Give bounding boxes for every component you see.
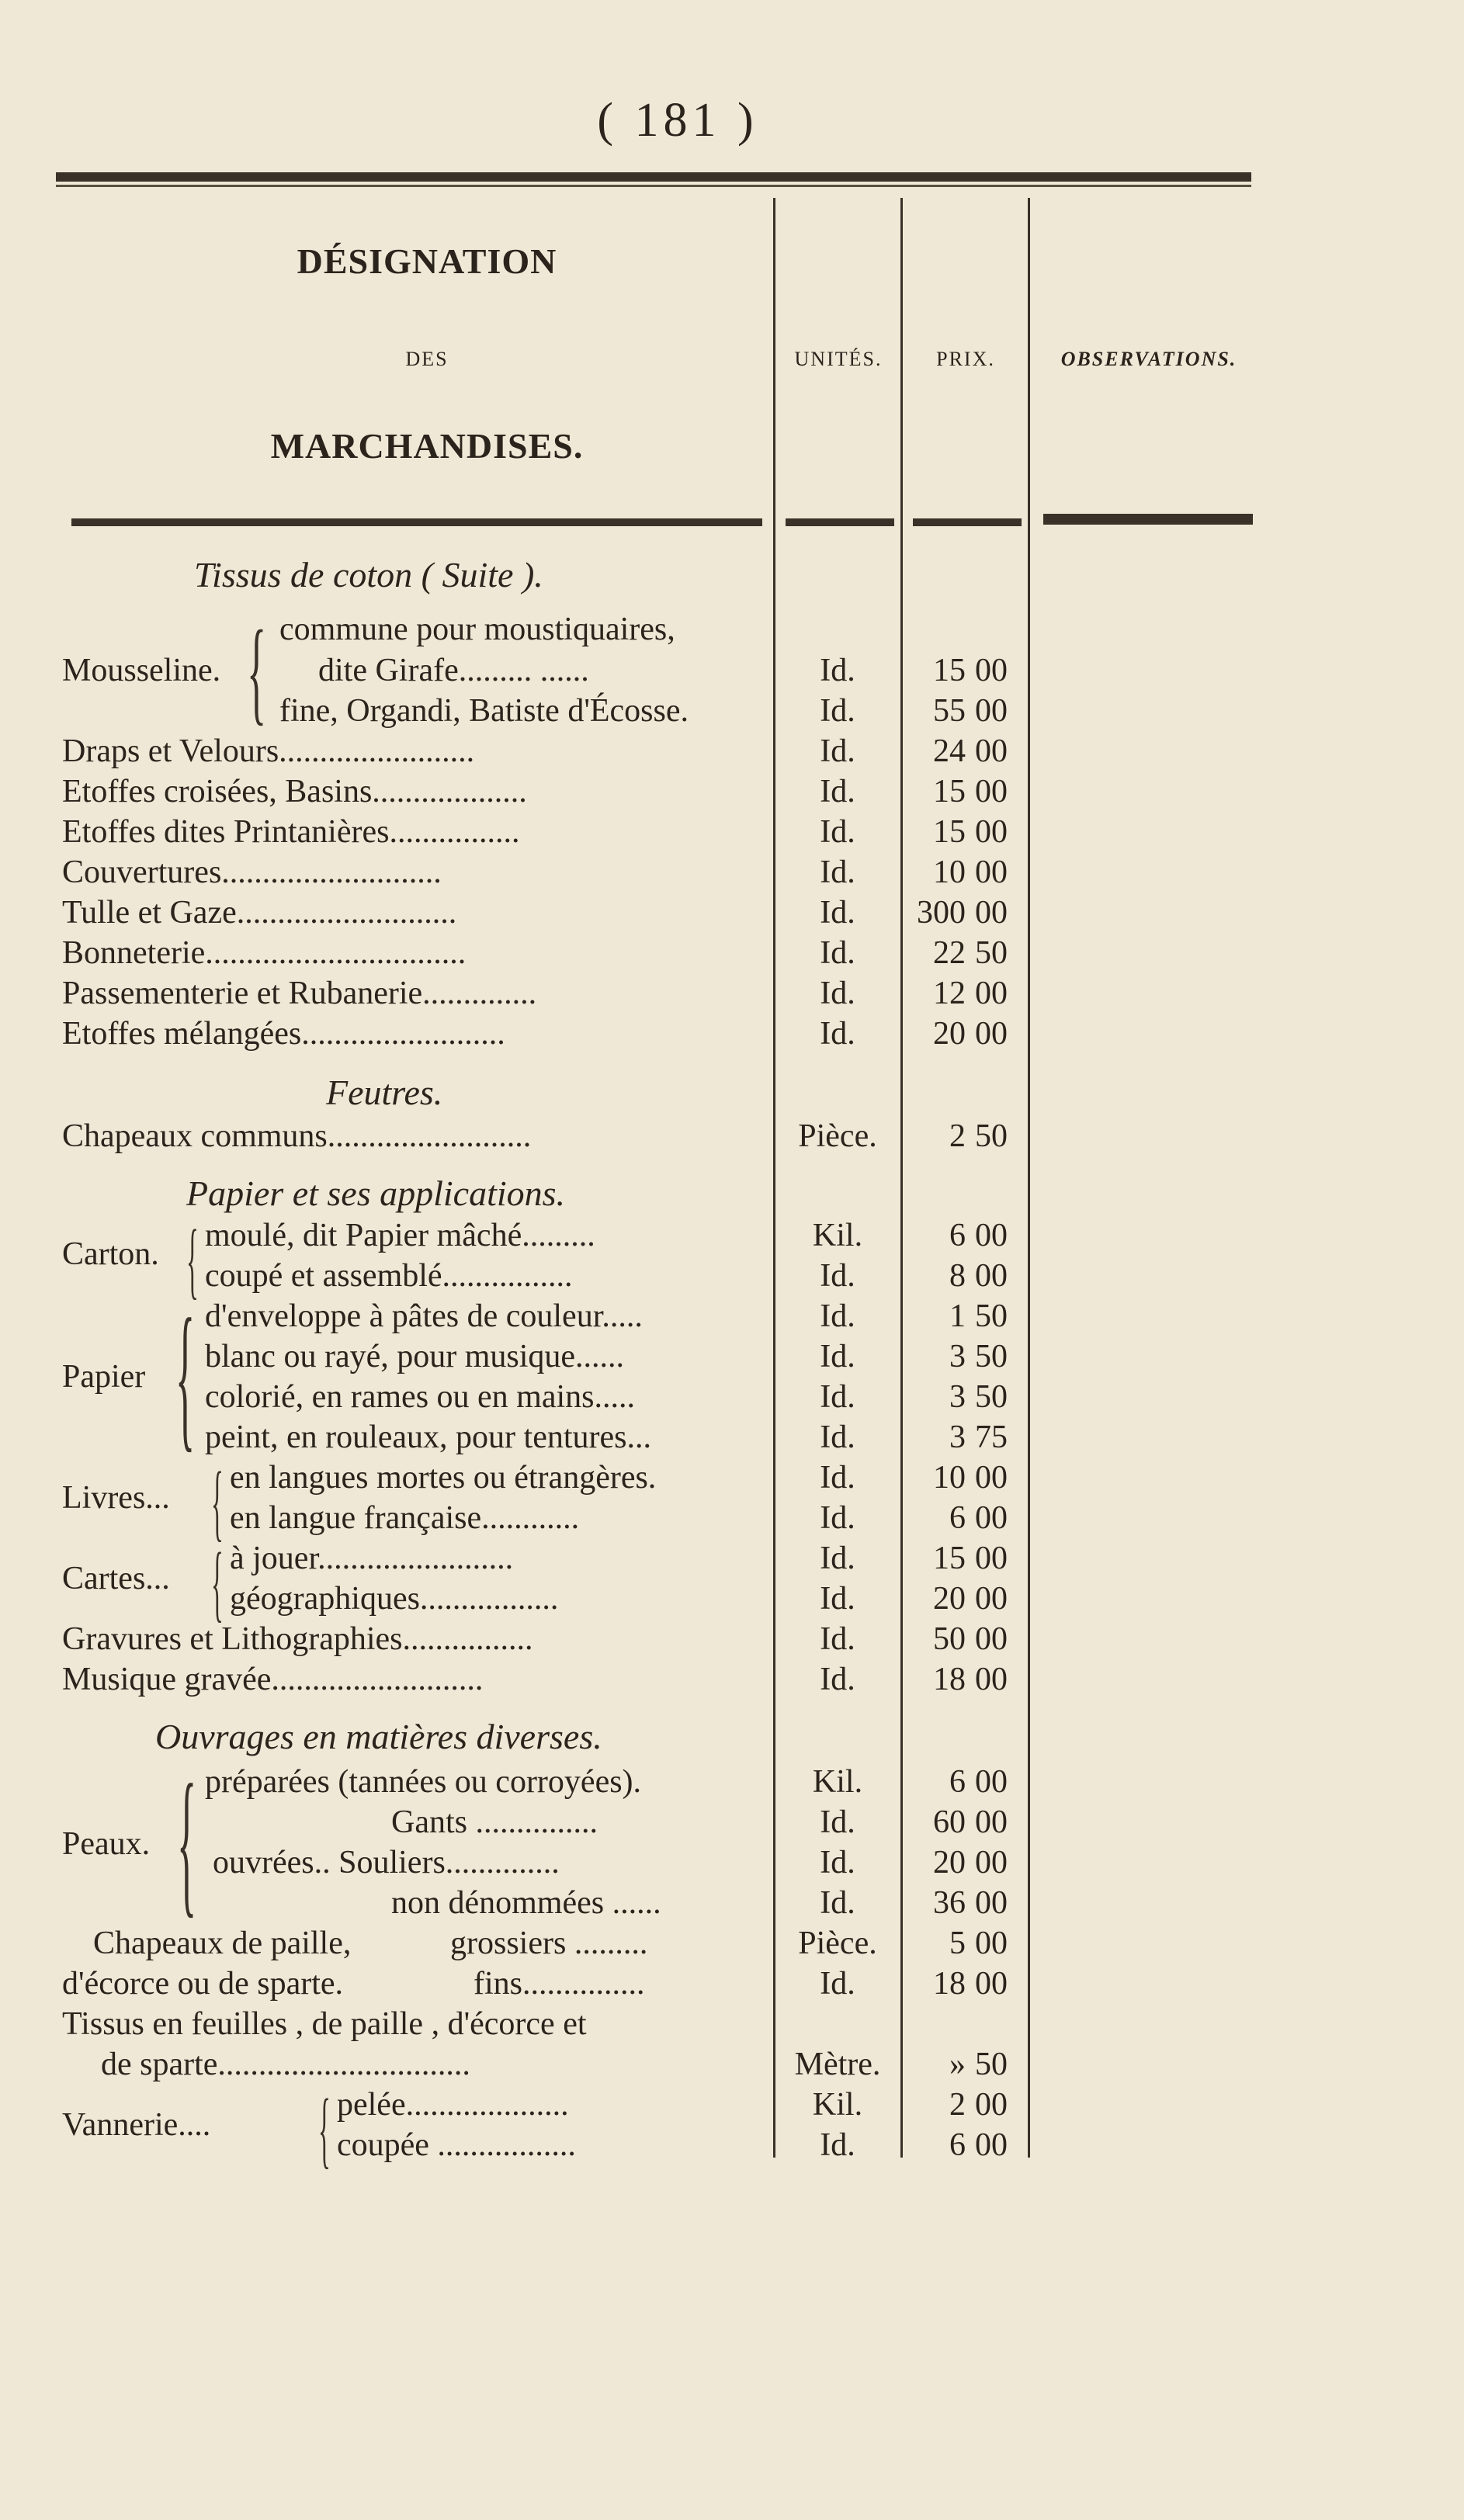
row-price-cents: 00	[975, 976, 1008, 1011]
row-price-cents: 00	[975, 1885, 1008, 1921]
top-rule	[56, 172, 1251, 182]
row-unit: Id.	[820, 935, 855, 971]
row-unit: Id.	[820, 854, 855, 890]
row-price-cents: 00	[975, 1804, 1008, 1840]
row-unit: Kil.	[812, 2087, 863, 2123]
row-label-peaux: Peaux.	[62, 1826, 151, 1862]
row-unit: Id.	[820, 733, 855, 769]
header-designation: DÉSIGNATION	[297, 241, 557, 281]
row-price-cents: 00	[975, 1662, 1008, 1697]
header-des: DES	[405, 348, 449, 370]
row-price-units: 6	[949, 1764, 966, 1800]
top-rule-thin	[56, 185, 1251, 187]
row-unit: Id.	[820, 895, 855, 931]
row-unit: Id.	[820, 1258, 855, 1294]
header-bar-observations	[1043, 514, 1253, 525]
section-title-ouvrages: Ouvrages en matières diverses.	[155, 1717, 602, 1756]
row-label-carton: Carton.	[62, 1236, 159, 1272]
row-label: Draps et Velours........................	[62, 733, 475, 769]
row-price-cents: 00	[975, 1926, 1008, 1961]
row-price-units: 15	[933, 1541, 966, 1576]
row-price-units: 3	[949, 1339, 966, 1374]
row-price-units: 15	[933, 774, 966, 809]
column-divider-price	[900, 198, 903, 2158]
row-label: Chapeaux de paille,	[93, 1926, 352, 1961]
header-marchandises: MARCHANDISES.	[270, 426, 584, 466]
row-sub: colorié, en rames ou en mains.....	[205, 1379, 635, 1415]
row-unit: Id.	[820, 1379, 855, 1415]
row-price-cents: 00	[975, 1845, 1008, 1880]
row-price-cents: 00	[975, 2127, 1008, 2163]
row-unit: Id.	[820, 1298, 855, 1334]
brace-livres: {	[211, 1454, 224, 1549]
brace-cartes: {	[211, 1535, 224, 1630]
row-price-units: 22	[933, 935, 966, 971]
row-label: Chapeaux communs.........................	[62, 1118, 532, 1154]
row-price-cents: 00	[975, 1258, 1008, 1294]
row-price-units: 8	[949, 1258, 966, 1294]
brace-mousseline: {	[247, 607, 267, 736]
row-price-cents: 00	[975, 1621, 1008, 1657]
header-bar-units	[786, 518, 894, 526]
row-unit: Id.	[820, 1885, 855, 1921]
row-sub: à jouer........................	[230, 1541, 514, 1576]
row-price-cents: 00	[975, 774, 1008, 809]
row-label: Etoffes mélangées.........................	[62, 1016, 505, 1052]
row-unit: Id.	[820, 774, 855, 809]
row-label: Etoffes dites Printanières................	[62, 814, 520, 850]
header-price: PRIX.	[936, 348, 995, 370]
row-price-units: 3	[949, 1379, 966, 1415]
row-price-units: 300	[917, 895, 966, 931]
row-unit: Id.	[820, 1804, 855, 1840]
row-label-vannerie: Vannerie....	[62, 2107, 211, 2143]
row-price-units: 15	[933, 653, 966, 688]
row-unit: Id.	[820, 1541, 855, 1576]
row-price-cents: 50	[975, 1339, 1008, 1374]
row-price-units: 10	[933, 854, 966, 890]
header-bar-price	[913, 518, 1022, 526]
row-unit: Id.	[820, 653, 855, 688]
row-unit: Id.	[820, 976, 855, 1011]
row-price-units: 1	[949, 1298, 966, 1334]
row-sub: non dénommées ......	[391, 1885, 661, 1921]
row-price-units: 15	[933, 814, 966, 850]
row-unit: Id.	[820, 693, 855, 729]
row-unit: Id.	[820, 1339, 855, 1374]
row-price-units: 6	[949, 2127, 966, 2163]
row-sub: d'enveloppe à pâtes de couleur.....	[205, 1298, 643, 1334]
row-price-cents: 00	[975, 1764, 1008, 1800]
header-bar-designation	[71, 518, 762, 526]
header-units: UNITÉS.	[794, 348, 883, 370]
row-price-cents: 50	[975, 1118, 1008, 1154]
page-number: ( 181 )	[597, 94, 758, 147]
row-unit: Id.	[820, 1500, 855, 1536]
row-unit: Id.	[820, 1845, 855, 1880]
row-sub: coupée .................	[337, 2127, 576, 2163]
row-price-cents: 00	[975, 733, 1008, 769]
row-price-units: 2	[949, 1118, 966, 1154]
row-unit: Kil.	[812, 1764, 863, 1800]
row-price-cents: 50	[975, 2047, 1008, 2082]
row-price-cents: 00	[975, 2087, 1008, 2123]
row-unit: Mètre.	[794, 2047, 881, 2082]
row-sub: grossiers .........	[450, 1926, 648, 1961]
row-label: Couvertures...........................	[62, 854, 442, 890]
row-price-units: 6	[949, 1218, 966, 1253]
row-label: Gravures et Lithographies................	[62, 1621, 533, 1657]
row-label: Musique gravée..........................	[62, 1662, 484, 1697]
row-sub: en langues mortes ou étrangères.	[230, 1460, 657, 1496]
row-sub: Gants ...............	[391, 1804, 598, 1840]
row-sub: dite Girafe......... ......	[318, 653, 589, 688]
brace-vannerie: {	[318, 2082, 331, 2176]
row-sub: en langue française............	[230, 1500, 580, 1536]
row-price-units: 55	[933, 693, 966, 729]
row-unit: Id.	[820, 814, 855, 850]
row-label: Passementerie et Rubanerie..............	[62, 976, 537, 1011]
row-price-cents: 00	[975, 1581, 1008, 1617]
brace-carton: {	[186, 1212, 199, 1307]
row-unit: Id.	[820, 1016, 855, 1052]
brace-peaux: {	[177, 1752, 197, 1932]
row-unit: Id.	[820, 1581, 855, 1617]
row-unit: Id.	[820, 1621, 855, 1657]
row-price-units: 18	[933, 1662, 966, 1697]
row-price-units: 20	[933, 1581, 966, 1617]
row-unit: Id.	[820, 1662, 855, 1697]
row-sub: préparées (tannées ou corroyées).	[205, 1764, 642, 1800]
row-price-units: 20	[933, 1016, 966, 1052]
row-sub: pelée....................	[337, 2087, 569, 2123]
row-price-cents: 00	[975, 693, 1008, 729]
row-price-units: 3	[949, 1419, 966, 1455]
row-sub: fine, Organdi, Batiste d'Écosse.	[279, 693, 689, 729]
row-price-cents: 50	[975, 935, 1008, 971]
row-sub: peint, en rouleaux, pour tentures...	[205, 1419, 651, 1455]
section-title-papier: Papier et ses applications.	[186, 1173, 566, 1213]
row-price-cents: 50	[975, 1379, 1008, 1415]
row-unit: Id.	[820, 2127, 855, 2163]
row-label-livres: Livres...	[62, 1480, 170, 1516]
row-price-units: 18	[933, 1966, 966, 2002]
row-price-units: 36	[933, 1885, 966, 1921]
row-label: d'écorce ou de sparte.	[62, 1966, 344, 2002]
row-price-units: 6	[949, 1500, 966, 1536]
row-price-cents: 00	[975, 814, 1008, 850]
row-price-units: 12	[933, 976, 966, 1011]
row-sub: moulé, dit Papier mâché.........	[205, 1218, 595, 1253]
row-price-units: 60	[933, 1804, 966, 1840]
row-sub: coupé et assemblé................	[205, 1258, 573, 1294]
row-sub: géographiques.................	[230, 1581, 559, 1617]
row-label-papier: Papier	[62, 1359, 146, 1395]
row-price-units: 2	[949, 2087, 966, 2123]
row-price-units: 24	[933, 733, 966, 769]
section-title-tissus: Tissus de coton ( Suite ).	[194, 555, 543, 594]
row-unit: Id.	[820, 1966, 855, 2002]
row-label-cartes: Cartes...	[62, 1561, 170, 1596]
row-label: Tissus en feuilles , de paille , d'écorce et	[62, 2006, 587, 2042]
row-price-cents: 00	[975, 1016, 1008, 1052]
row-unit: Pièce.	[798, 1118, 877, 1154]
row-price-cents: 50	[975, 1298, 1008, 1334]
row-price-units: 50	[933, 1621, 966, 1657]
row-price-cents: 00	[975, 1966, 1008, 2002]
row-price-units: 20	[933, 1845, 966, 1880]
column-divider-observations	[1028, 198, 1030, 2158]
row-price-cents: 00	[975, 1541, 1008, 1576]
header-observations: OBSERVATIONS.	[1060, 348, 1237, 370]
column-divider-units	[773, 198, 775, 2158]
row-price-cents: 00	[975, 1500, 1008, 1536]
row-price-cents: 00	[975, 895, 1008, 931]
row-price-cents: 00	[975, 1218, 1008, 1253]
row-unit: Id.	[820, 1460, 855, 1496]
row-unit: Kil.	[812, 1218, 863, 1253]
row-label: de sparte...............................	[101, 2047, 470, 2082]
row-price-units: »	[949, 2047, 966, 2082]
row-sub: fins...............	[474, 1966, 645, 2002]
row-label: Tulle et Gaze...........................	[62, 895, 457, 931]
row-unit: Id.	[820, 1419, 855, 1455]
row-label: Bonneterie................................	[62, 935, 467, 971]
row-price-units: 10	[933, 1460, 966, 1496]
row-price-cents: 75	[975, 1419, 1008, 1455]
section-title-feutres: Feutres.	[326, 1073, 443, 1112]
brace-papier: {	[175, 1286, 196, 1466]
row-price-cents: 00	[975, 854, 1008, 890]
row-sub: commune pour moustiquaires,	[279, 612, 675, 647]
row-sub: ouvrées.. Souliers..............	[213, 1845, 560, 1880]
row-label: Etoffes croisées, Basins...................	[62, 774, 527, 809]
row-label-mousseline: Mousseline.	[62, 653, 221, 688]
row-unit: Pièce.	[798, 1926, 877, 1961]
row-price-cents: 00	[975, 653, 1008, 688]
row-sub: blanc ou rayé, pour musique......	[205, 1339, 625, 1374]
row-price-cents: 00	[975, 1460, 1008, 1496]
row-price-units: 5	[949, 1926, 966, 1961]
